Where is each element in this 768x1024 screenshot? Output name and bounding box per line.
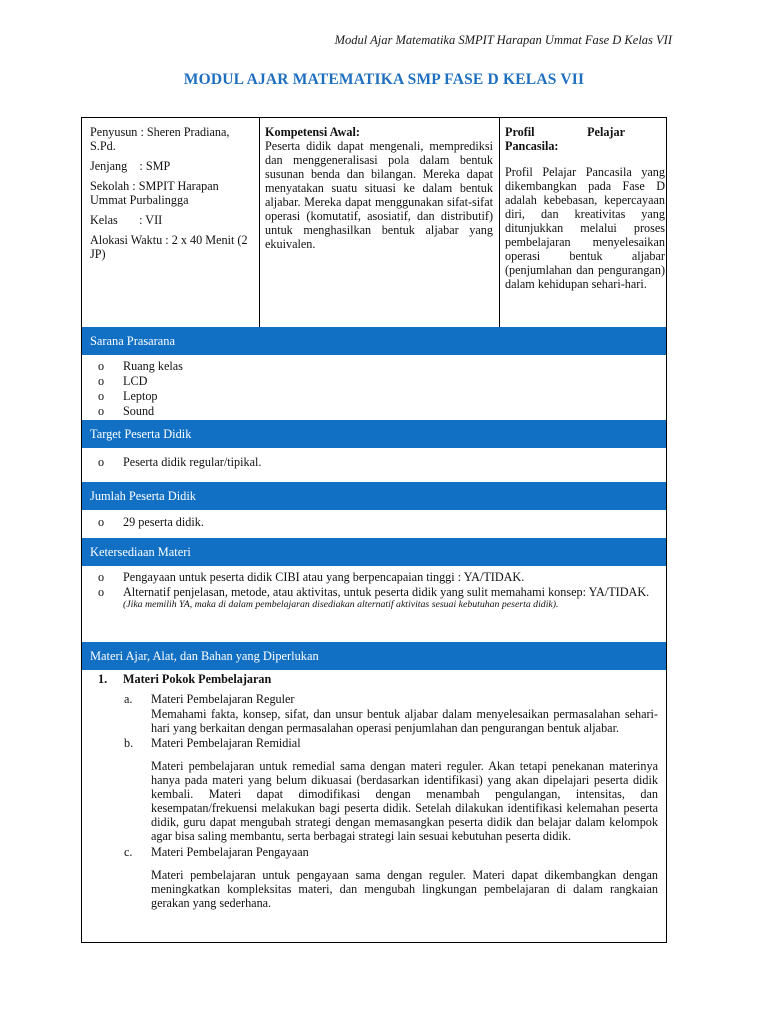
ketersediaan-list bbox=[82, 570, 666, 610]
materi-number: 1. bbox=[98, 672, 108, 686]
jumlah-title: Jumlah Peserta Didik bbox=[90, 488, 196, 503]
list-item: o Leptop bbox=[98, 389, 158, 403]
sarana-header bbox=[82, 327, 666, 355]
target-list bbox=[82, 455, 666, 469]
identity-cell bbox=[90, 125, 250, 267]
list-item: o Sound bbox=[98, 404, 155, 418]
profil-heading: Profil Pelajar Pancasila: bbox=[505, 125, 625, 153]
sarana-title: Sarana Prasarana bbox=[90, 333, 175, 348]
alokasi-text: Alokasi Waktu : 2 x 40 Menit (2 JP) bbox=[90, 233, 248, 261]
sub-title: Materi Pembelajaran Pengayaan bbox=[151, 845, 309, 859]
materi-sub-c bbox=[90, 845, 658, 910]
materi-content bbox=[82, 672, 666, 910]
profil-cell bbox=[505, 125, 665, 291]
bullet-icon: o bbox=[98, 585, 105, 599]
running-header: Modul Ajar Matematika SMPIT Harapan Ummat Fase D Kelas VII bbox=[334, 33, 672, 47]
sekolah-text: Sekolah : SMPIT Harapan Ummat Purbalingga bbox=[90, 179, 219, 207]
list-item: o Ruang kelas bbox=[98, 359, 183, 373]
bullet-icon: o bbox=[98, 359, 105, 373]
sub-text: Materi pembelajaran untuk pengayaan sama dengan reguler. Materi dapat dikembangkan dengan meningkatkan kompleksitas materi, dan mengubah lingkungan pembelajaran di dalam rangkaian gerakan yang sederhana. bbox=[151, 868, 658, 910]
sub-letter: a. bbox=[124, 692, 133, 706]
sarana-list bbox=[82, 359, 666, 419]
kompetensi-cell bbox=[265, 125, 493, 251]
list-item: o Peserta didik regular/tipikal. bbox=[98, 455, 262, 469]
materi-title: Materi Ajar, Alat, dan Bahan yang Diperlukan bbox=[90, 648, 319, 663]
penyusun-text: Penyusun : Sheren Pradiana, S.Pd. bbox=[90, 125, 230, 153]
column-divider bbox=[499, 118, 500, 327]
module-table bbox=[81, 117, 667, 943]
profil-text: Profil Pelajar Pancasila yang dikembangkan pada Fase D adalah kebebasan, kepercayaan diri, dan kreativitas yang ditunjukkan melalui proses pembelajaran menyelesaikan operasi bentuk aljabar (penjumlahan dan pengurangan) dalam kehidupan sehari-hari. bbox=[505, 165, 665, 291]
list-item: o Alternatif penjelasan, metode, atau aktivitas, untuk peserta didik yang sulit memahami konsep: YA/TIDAK. bbox=[98, 585, 650, 599]
kelas-text: Kelas : VII bbox=[90, 213, 163, 227]
bullet-icon: o bbox=[98, 570, 105, 584]
bullet-icon: o bbox=[98, 515, 105, 529]
list-item: o LCD bbox=[98, 374, 148, 388]
list-item: o 29 peserta didik. bbox=[98, 515, 204, 529]
bullet-icon: o bbox=[98, 404, 105, 418]
jumlah-header bbox=[82, 482, 666, 510]
materi-sub-a bbox=[90, 692, 658, 735]
document-title: MODUL AJAR MATEMATIKA SMP FASE D KELAS VII bbox=[183, 71, 585, 88]
sub-letter: b. bbox=[124, 736, 134, 750]
kompetensi-text: Peserta didik dapat mengenali, memprediksi dan menggeneralisasi pola dalam bentuk susunan benda dan bilangan. Mereka dapat menyatakan suatu situasi ke dalam bentuk aljabar. Mereka dapat menggunakan sifat-sifat operasi (komutatif, asosiatif, dan distributif) untuk menghasilkan bentuk aljabar yang ekuivalen. bbox=[265, 139, 493, 251]
materi-header bbox=[82, 642, 666, 670]
sub-letter: c. bbox=[124, 845, 133, 859]
kompetensi-heading: Kompetensi Awal: bbox=[265, 125, 360, 139]
ketersediaan-header bbox=[82, 538, 666, 566]
target-title: Target Peserta Didik bbox=[90, 426, 192, 441]
bullet-icon: o bbox=[98, 374, 105, 388]
bullet-icon: o bbox=[98, 389, 105, 403]
jenjang-text: Jenjang : SMP bbox=[90, 159, 171, 173]
sub-text: Materi pembelajaran untuk remedial sama dengan materi reguler. Akan tetapi penekanan materinya hanya pada materi yang belum dikuasai (berdasarkan identifikasi) yang akan dipelajari peserta didik kembali. Materi dapat dimodifikasi dengan menambah pengulangan, intensitas, dan kesempatan/frekuensi melakukan bagi peserta didik. Setelah dilakukan identifikasi kelemahan peserta didik, guru dapat mengubah strategi dengan memasangkan peserta didik dan belajar dalam kelompok agar bisa saling membantu, serta berbagai strategi lain sesuai kebutuhan peserta didik. bbox=[151, 759, 658, 843]
sub-title: Materi Pembelajaran Remidial bbox=[151, 736, 301, 750]
column-divider bbox=[259, 118, 260, 327]
materi-pokok-heading: 1. Materi Pokok Pembelajaran bbox=[98, 672, 272, 686]
sub-title: Materi Pembelajaran Reguler bbox=[151, 692, 295, 706]
ketersediaan-note: (Jika memilih YA, maka di dalam pembelajaran disediakan alternatif aktivitas sesuai kebutuhan peserta didik). bbox=[123, 599, 559, 610]
target-header bbox=[82, 420, 666, 448]
ketersediaan-title: Ketersediaan Materi bbox=[90, 544, 191, 559]
materi-sub-b bbox=[90, 736, 658, 843]
jumlah-list bbox=[82, 515, 666, 529]
list-item: o Pengayaan untuk peserta didik CIBI atau yang berpencapaian tinggi : YA/TIDAK. bbox=[98, 570, 525, 584]
bullet-icon: o bbox=[98, 455, 105, 469]
sub-text: Memahami fakta, konsep, sifat, dan unsur bentuk aljabar dalam menyelesaikan permasalahan sehari-hari yang berkaitan dengan permasalahan operasi penjumlahan dan pengurangan bentuk aljabar. bbox=[151, 707, 658, 735]
